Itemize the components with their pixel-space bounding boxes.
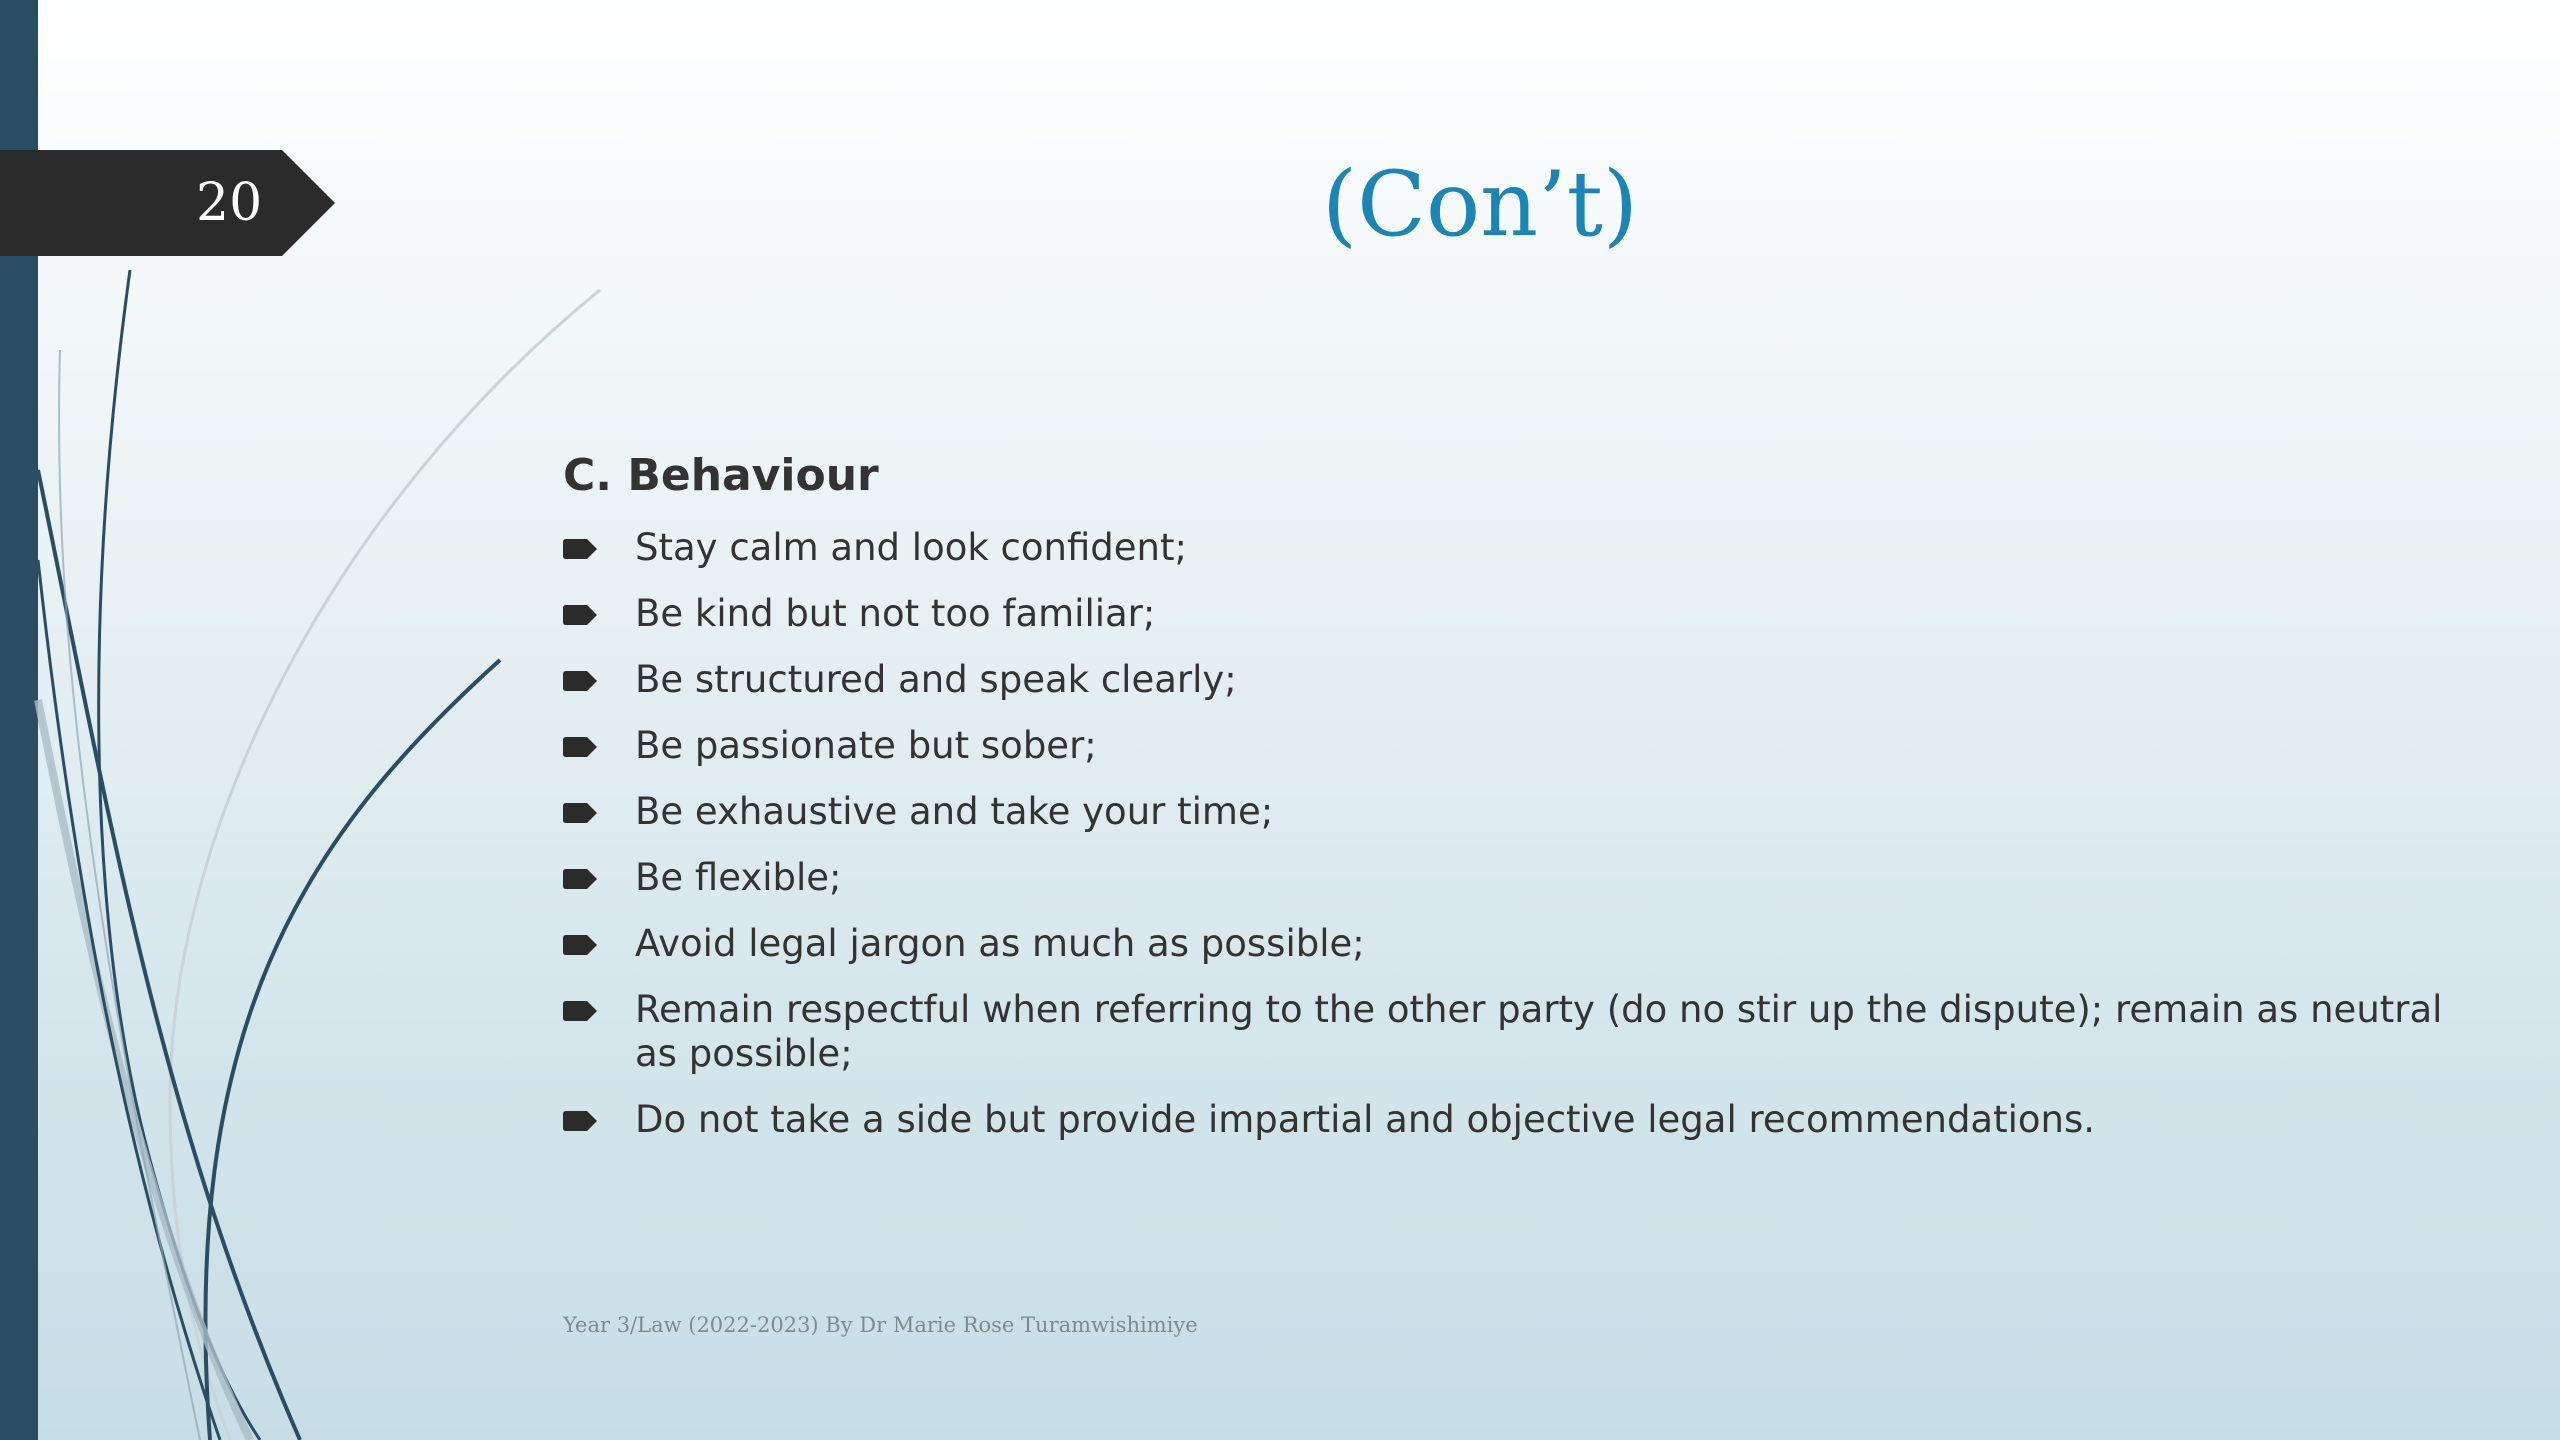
arrow-bullet-icon: [563, 605, 597, 625]
bullet-text: Remain respectful when referring to the other party (do no stir up the dispute); remain as neutral as possible;: [635, 988, 2443, 1075]
bullet-text: Be flexible;: [635, 856, 842, 899]
bullet-list: [563, 526, 2443, 1164]
list-item: [563, 988, 2443, 1076]
list-item: [563, 658, 2443, 702]
bullet-text: Avoid legal jargon as much as possible;: [635, 922, 1365, 965]
arrow-bullet-icon: [563, 737, 597, 757]
arrow-bullet-icon: [563, 671, 597, 691]
arrow-bullet-icon: [563, 869, 597, 889]
bullet-text: Be exhaustive and take your time;: [635, 790, 1274, 833]
arrow-bullet-icon: [563, 935, 597, 955]
slide-title: (Con’t): [1321, 152, 1638, 257]
bullet-text: Be kind but not too familiar;: [635, 592, 1156, 635]
bullet-text: Stay calm and look confident;: [635, 526, 1187, 569]
list-item: [563, 526, 2443, 570]
slide-number-tab: [0, 150, 335, 256]
slide-number: 20: [196, 173, 263, 233]
list-item: [563, 922, 2443, 966]
list-item: [563, 592, 2443, 636]
slide-footer: Year 3/Law (2022-2023) By Dr Marie Rose Turamwishimiye: [563, 1313, 1198, 1337]
bullet-text: Be structured and speak clearly;: [635, 658, 1237, 701]
bullet-text: Do not take a side but provide impartial and objective legal recommendations.: [635, 1098, 2096, 1141]
arrow-bullet-icon: [563, 1001, 597, 1021]
list-item: [563, 790, 2443, 834]
arrow-bullet-icon: [563, 1111, 597, 1131]
bullet-text: Be passionate but sober;: [635, 724, 1097, 767]
list-item: [563, 724, 2443, 768]
section-heading: C. Behaviour: [563, 450, 879, 501]
list-item: [563, 1098, 2443, 1142]
arrow-bullet-icon: [563, 803, 597, 823]
arrow-bullet-icon: [563, 539, 597, 559]
list-item: [563, 856, 2443, 900]
